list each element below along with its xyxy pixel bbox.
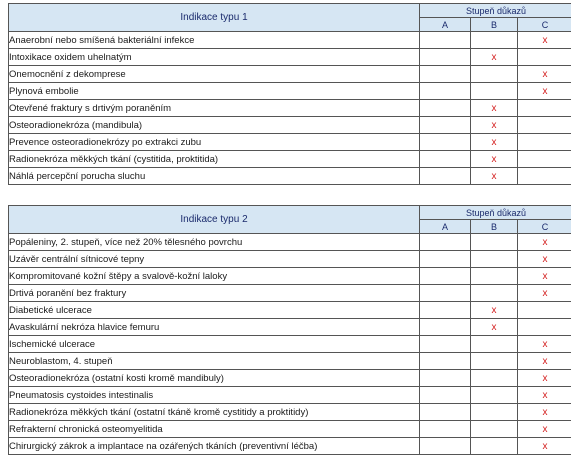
indication-type-1-table xyxy=(8,3,571,185)
table-row xyxy=(9,251,571,268)
table-row xyxy=(9,387,571,404)
table-row xyxy=(9,83,571,100)
table-title: Indikace typu 2 xyxy=(9,206,420,234)
evidence-b-cell xyxy=(471,268,518,285)
evidence-a-cell xyxy=(420,387,471,404)
evidence-c-cell xyxy=(518,319,571,336)
evidence-a-cell xyxy=(420,117,471,134)
indication-name: Pneumatosis cystoides intestinalis xyxy=(9,387,420,404)
evidence-c-cell: x xyxy=(518,336,571,353)
indication-name: Intoxikace oxidem uhelnatým xyxy=(9,49,420,66)
table-row xyxy=(9,66,571,83)
evidence-b-cell xyxy=(471,251,518,268)
evidence-level-header: Stupeň důkazů xyxy=(420,206,571,220)
table-row xyxy=(9,117,571,134)
table-row xyxy=(9,134,571,151)
evidence-c-cell xyxy=(518,100,571,117)
evidence-b-cell xyxy=(471,438,518,455)
table-row xyxy=(9,302,571,319)
table-body xyxy=(9,234,571,455)
evidence-c-cell: x xyxy=(518,83,571,100)
evidence-c-cell xyxy=(518,302,571,319)
evidence-b-cell: x xyxy=(471,151,518,168)
indication-name: Náhlá percepční porucha sluchu xyxy=(9,168,420,185)
evidence-a-cell xyxy=(420,234,471,251)
table-row xyxy=(9,32,571,49)
evidence-c-cell: x xyxy=(518,387,571,404)
evidence-b-cell: x xyxy=(471,168,518,185)
indication-name: Kompromitované kožní štěpy a svalově-kožní laloky xyxy=(9,268,420,285)
evidence-a-cell xyxy=(420,83,471,100)
indication-name: Ischemické ulcerace xyxy=(9,336,420,353)
evidence-b-cell: x xyxy=(471,134,518,151)
table-row xyxy=(9,151,571,168)
indication-name: Neuroblastom, 4. stupeň xyxy=(9,353,420,370)
evidence-a-cell xyxy=(420,353,471,370)
indication-name: Plynová embolie xyxy=(9,83,420,100)
column-header-b: B xyxy=(471,220,518,234)
table-row xyxy=(9,438,571,455)
indication-name: Chirurgický zákrok a implantace na ozářených tkáních (preventivní léčba) xyxy=(9,438,420,455)
evidence-a-cell xyxy=(420,319,471,336)
evidence-a-cell xyxy=(420,404,471,421)
evidence-b-cell: x xyxy=(471,100,518,117)
evidence-a-cell xyxy=(420,151,471,168)
evidence-b-cell xyxy=(471,83,518,100)
table-row xyxy=(9,285,571,302)
column-header-a: A xyxy=(420,220,471,234)
table-row xyxy=(9,404,571,421)
evidence-a-cell xyxy=(420,285,471,302)
column-header-c: C xyxy=(518,220,571,234)
indication-name: Radionekróza měkkých tkání (cystitida, proktitida) xyxy=(9,151,420,168)
indication-name: Osteoradionekróza (ostatní kosti kromě mandibuly) xyxy=(9,370,420,387)
evidence-c-cell: x xyxy=(518,353,571,370)
indication-name: Avaskulární nekróza hlavice femuru xyxy=(9,319,420,336)
evidence-c-cell: x xyxy=(518,268,571,285)
column-header-a: A xyxy=(420,18,471,32)
evidence-c-cell xyxy=(518,168,571,185)
evidence-c-cell: x xyxy=(518,251,571,268)
evidence-a-cell xyxy=(420,302,471,319)
evidence-b-cell xyxy=(471,353,518,370)
evidence-a-cell xyxy=(420,421,471,438)
indication-name: Radionekróza měkkých tkání (ostatní tkáně kromě cystitidy a proktitidy) xyxy=(9,404,420,421)
indication-name: Prevence osteoradionekrózy po extrakci zubu xyxy=(9,134,420,151)
indication-name: Anaerobní nebo smíšená bakteriální infekce xyxy=(9,32,420,49)
table-row xyxy=(9,100,571,117)
evidence-b-cell xyxy=(471,370,518,387)
table-title: Indikace typu 1 xyxy=(9,4,420,32)
evidence-b-cell: x xyxy=(471,302,518,319)
table-row xyxy=(9,353,571,370)
evidence-level-header: Stupeň důkazů xyxy=(420,4,571,18)
evidence-c-cell xyxy=(518,117,571,134)
evidence-c-cell: x xyxy=(518,66,571,83)
evidence-a-cell xyxy=(420,100,471,117)
indication-name: Onemocnění z dekomprese xyxy=(9,66,420,83)
indication-name: Osteoradionekróza (mandibula) xyxy=(9,117,420,134)
evidence-a-cell xyxy=(420,134,471,151)
evidence-a-cell xyxy=(420,268,471,285)
evidence-a-cell xyxy=(420,336,471,353)
evidence-c-cell: x xyxy=(518,421,571,438)
evidence-b-cell xyxy=(471,285,518,302)
column-header-c: C xyxy=(518,18,571,32)
table-body xyxy=(9,32,571,185)
evidence-a-cell xyxy=(420,32,471,49)
evidence-c-cell: x xyxy=(518,404,571,421)
evidence-b-cell: x xyxy=(471,49,518,66)
indication-name: Uzávěr centrální sítnicové tepny xyxy=(9,251,420,268)
evidence-a-cell xyxy=(420,49,471,66)
evidence-b-cell xyxy=(471,234,518,251)
evidence-a-cell xyxy=(420,168,471,185)
evidence-b-cell xyxy=(471,404,518,421)
evidence-b-cell xyxy=(471,336,518,353)
evidence-c-cell: x xyxy=(518,285,571,302)
evidence-c-cell: x xyxy=(518,32,571,49)
evidence-a-cell xyxy=(420,251,471,268)
table-row xyxy=(9,336,571,353)
indication-name: Otevřené fraktury s drtivým poraněním xyxy=(9,100,420,117)
table-row xyxy=(9,370,571,387)
indication-type-2-table xyxy=(8,205,571,455)
evidence-b-cell xyxy=(471,421,518,438)
evidence-c-cell: x xyxy=(518,234,571,251)
table-row xyxy=(9,421,571,438)
evidence-c-cell: x xyxy=(518,370,571,387)
indication-name: Refrakterní chronická osteomyelitida xyxy=(9,421,420,438)
evidence-b-cell xyxy=(471,387,518,404)
evidence-a-cell xyxy=(420,66,471,83)
indication-name: Drtivá poranění bez fraktury xyxy=(9,285,420,302)
table-row xyxy=(9,319,571,336)
evidence-b-cell xyxy=(471,66,518,83)
table-row xyxy=(9,49,571,66)
evidence-b-cell xyxy=(471,32,518,49)
column-header-b: B xyxy=(471,18,518,32)
evidence-a-cell xyxy=(420,370,471,387)
evidence-c-cell: x xyxy=(518,438,571,455)
table-row xyxy=(9,168,571,185)
evidence-c-cell xyxy=(518,49,571,66)
evidence-c-cell xyxy=(518,151,571,168)
table-row xyxy=(9,234,571,251)
evidence-c-cell xyxy=(518,134,571,151)
evidence-b-cell: x xyxy=(471,319,518,336)
table-row xyxy=(9,268,571,285)
evidence-b-cell: x xyxy=(471,117,518,134)
evidence-a-cell xyxy=(420,438,471,455)
indication-name: Diabetické ulcerace xyxy=(9,302,420,319)
indication-name: Popáleniny, 2. stupeň, více než 20% tělesného povrchu xyxy=(9,234,420,251)
